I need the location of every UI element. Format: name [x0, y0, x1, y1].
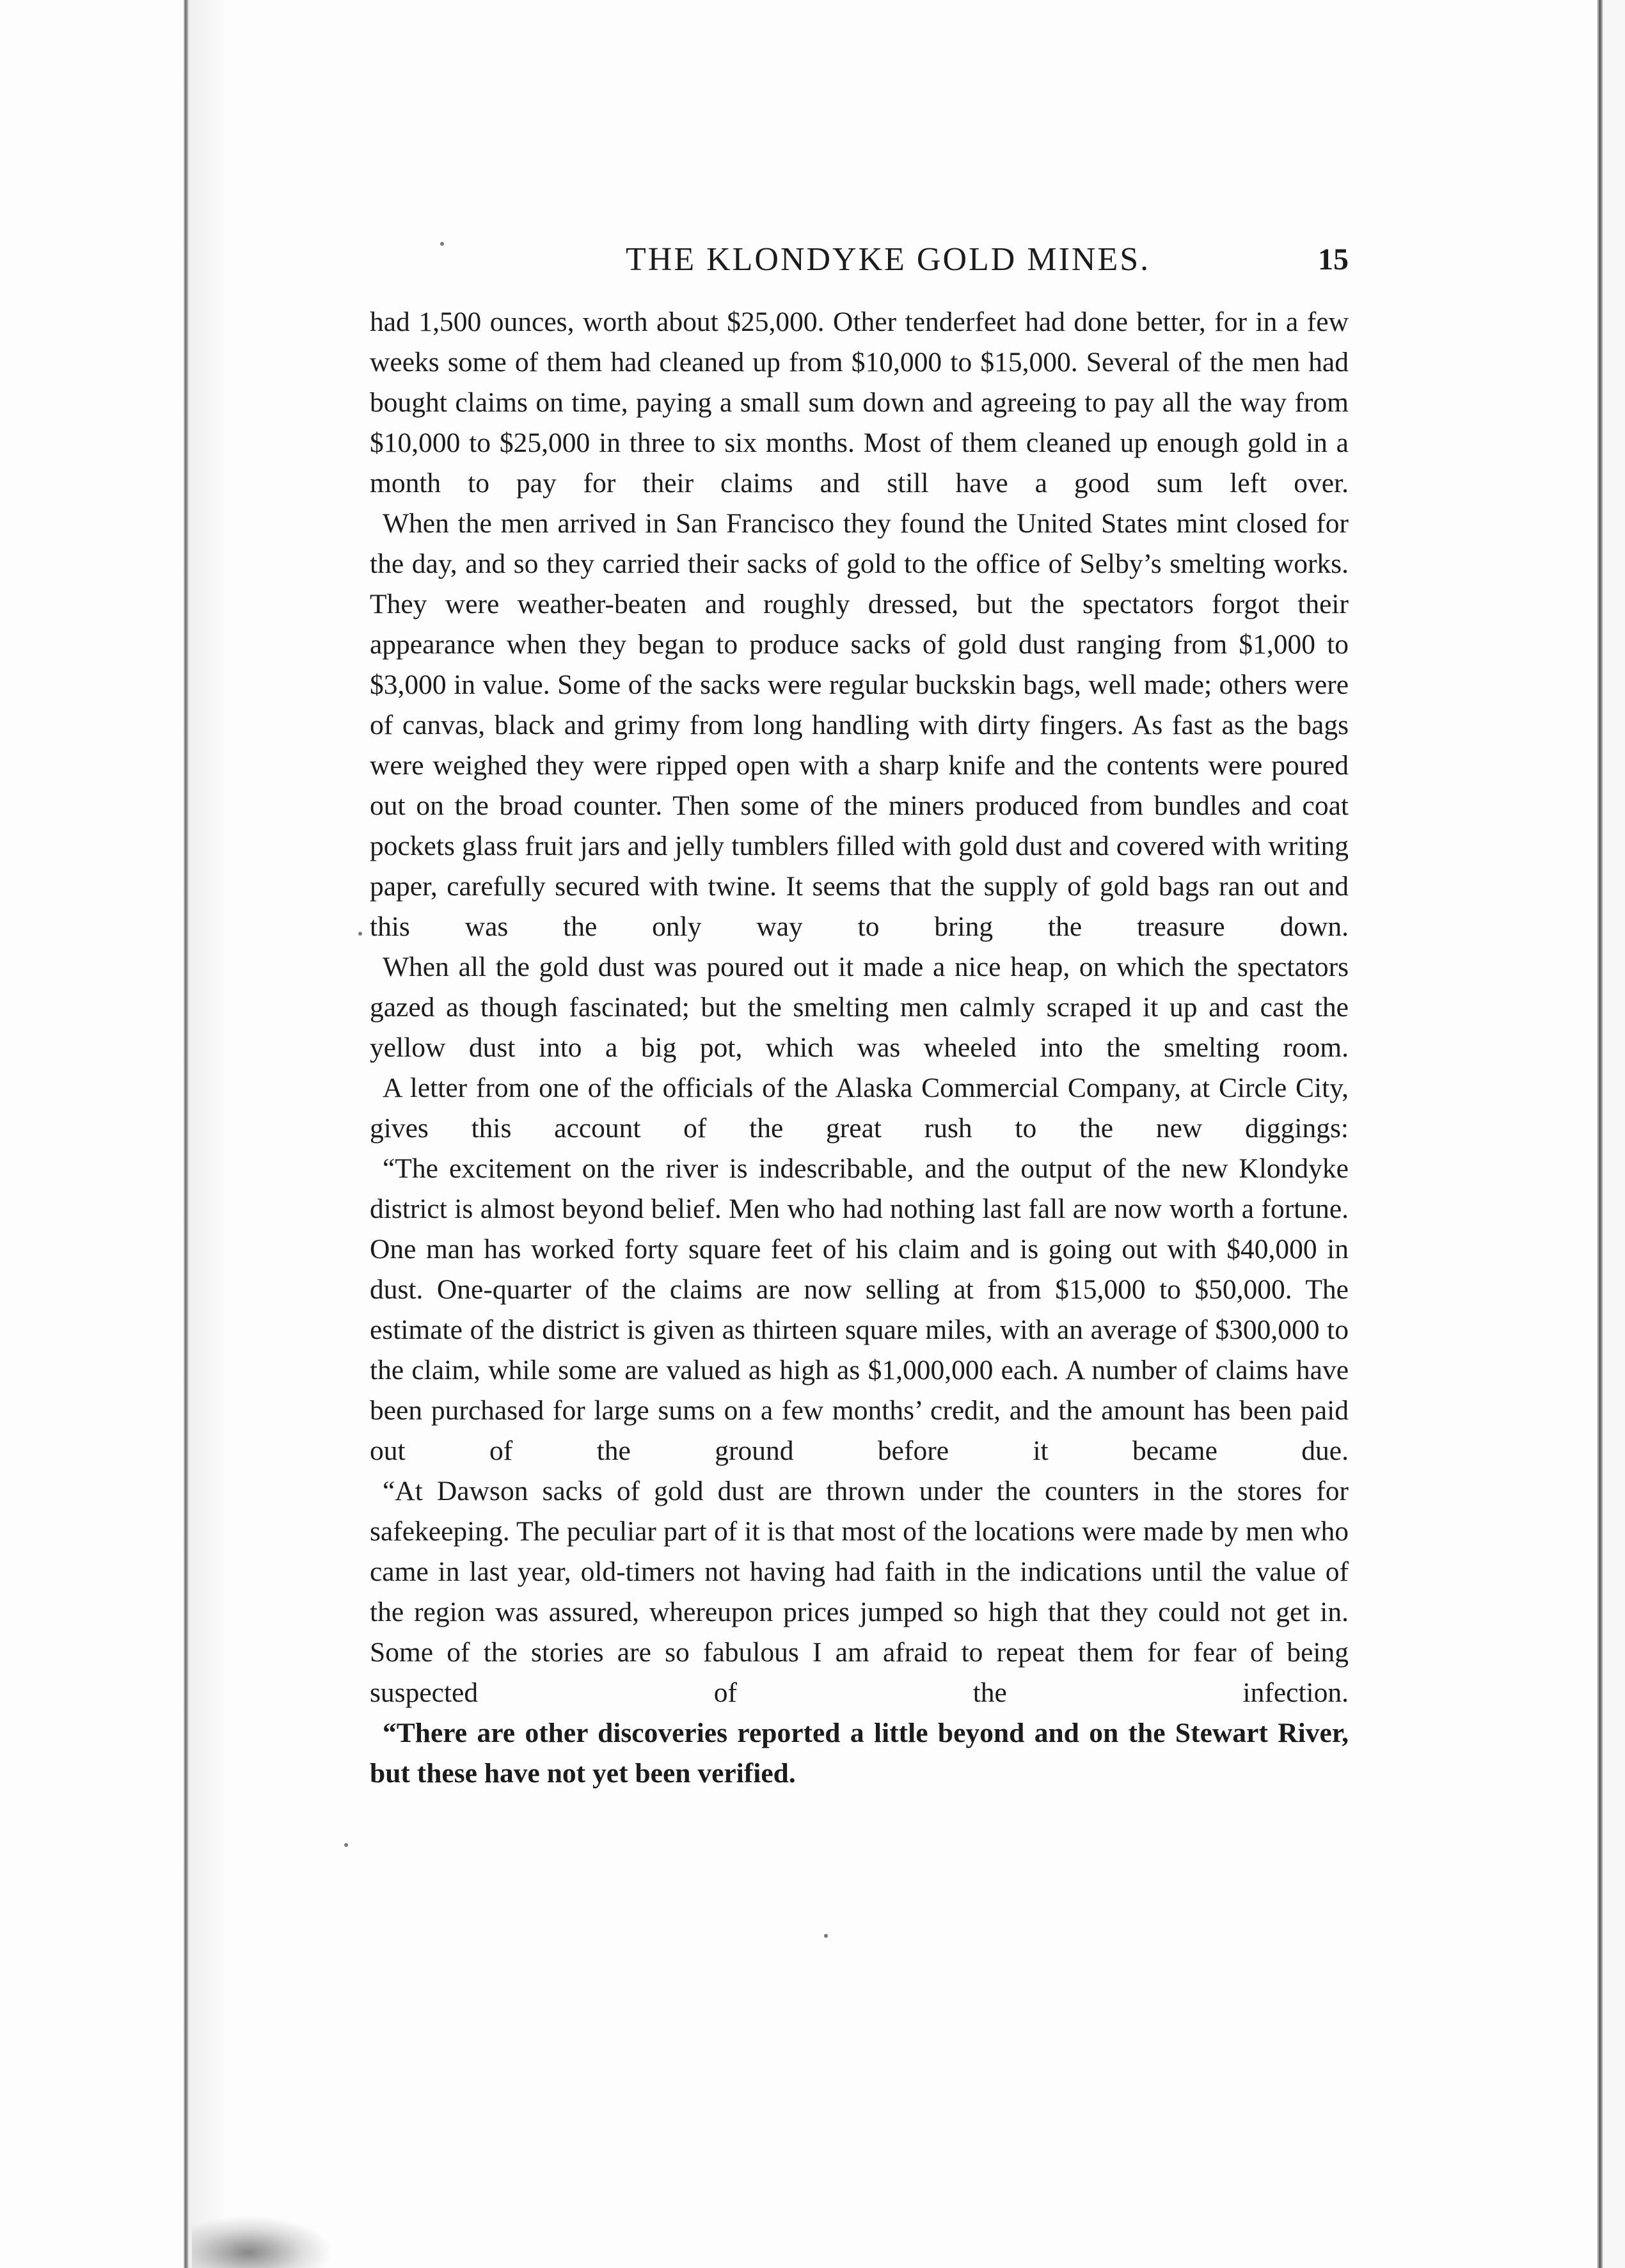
paragraph: When all the gold dust was poured out it made a nice heap, on which the spectators gazed as though fascinated; but the smelting men calmly scraped it up and cast the yellow dust into a big pot, which was wheeled into the smelting room.	[370, 952, 1349, 1063]
scan-speck	[358, 932, 362, 936]
paragraph: had 1,500 ounces, worth about $25,000. Other tenderfeet had done better, for in a few weeks some of them had cleaned up from $10,000 to $15,000. Several of the men had bought claims on time, paying a small sum down and agreeing to pay all the way from $10,000 to $25,000 in three to six months. Most of them cleaned up enough gold in a month to pay for their claims and still have a good sum left over.	[370, 307, 1349, 499]
paragraph: “The excitement on the river is indescribable, and the output of the new Klondyke district is almost beyond belief. Men who had nothing last fall are now worth a fortune. One man has worked forty square feet of his claim and is going out with $40,000 in dust. One-quarter of the claims are now selling at from $15,000 to $50,000. The estimate of the district is given as thirteen square miles, with an average of $300,000 to the claim, while some are valued as high as $1,000,000 each. A number of claims have been purchased for large sums on a few months’ credit, and the amount has been paid out of the ground before it became due.	[370, 1153, 1349, 1466]
scan-speck	[344, 1843, 348, 1847]
paragraph: A letter from one of the officials of the Alaska Commercial Company, at Circle City, gives this account of the great rush to the new diggings:	[370, 1073, 1349, 1144]
page-number: 15	[1318, 243, 1349, 276]
gutter-shadow	[189, 0, 227, 2268]
scan-speck	[824, 1934, 828, 1938]
body-text	[370, 302, 1349, 1794]
running-title: THE KLONDYKE GOLD MINES.	[626, 241, 1151, 278]
paragraph: “At Dawson sacks of gold dust are thrown under the counters in the stores for safekeeping. The peculiar part of it is that most of the locations were made by men who came in last year, old-timers not having had faith in the indications until the value of the region was assured, whereupon prices jumped so high that they could not get in. Some of the stories are so fabulous I am afraid to repeat them for fear of being suspected of the infection.	[370, 1476, 1349, 1708]
paragraph: When the men arrived in San Francisco they found the United States mint closed for the day, and so they carried their sacks of gold to the office of Selby’s smelting works. They were weather-beaten and roughly dressed, but the spectators forgot their appearance when they began to produce sacks of gold dust ranging from $1,000 to $3,000 in value. Some of the sacks were regular buckskin bags, well made; others were of canvas, black and grimy from long handling with dirty fingers. As fast as the bags were weighed they were ripped open with a sharp knife and the contents were poured out on the broad counter. Then some of the miners produced from bundles and coat pockets glass fruit jars and jelly tumblers filled with gold dust and covered with writing paper, carefully secured with twine. It seems that the supply of gold bags ran out and this was the only way to bring the treasure down.	[370, 508, 1349, 942]
book-gutter-edge	[184, 0, 189, 2268]
scan-smudge	[192, 2216, 333, 2268]
page-outer-margin	[1603, 0, 1625, 2268]
paragraph: “There are other discoveries reported a little beyond and on the Stewart River, but these have not yet been verified.	[370, 1718, 1349, 1789]
page-right-edge	[1597, 0, 1603, 2268]
running-head	[370, 241, 1349, 285]
